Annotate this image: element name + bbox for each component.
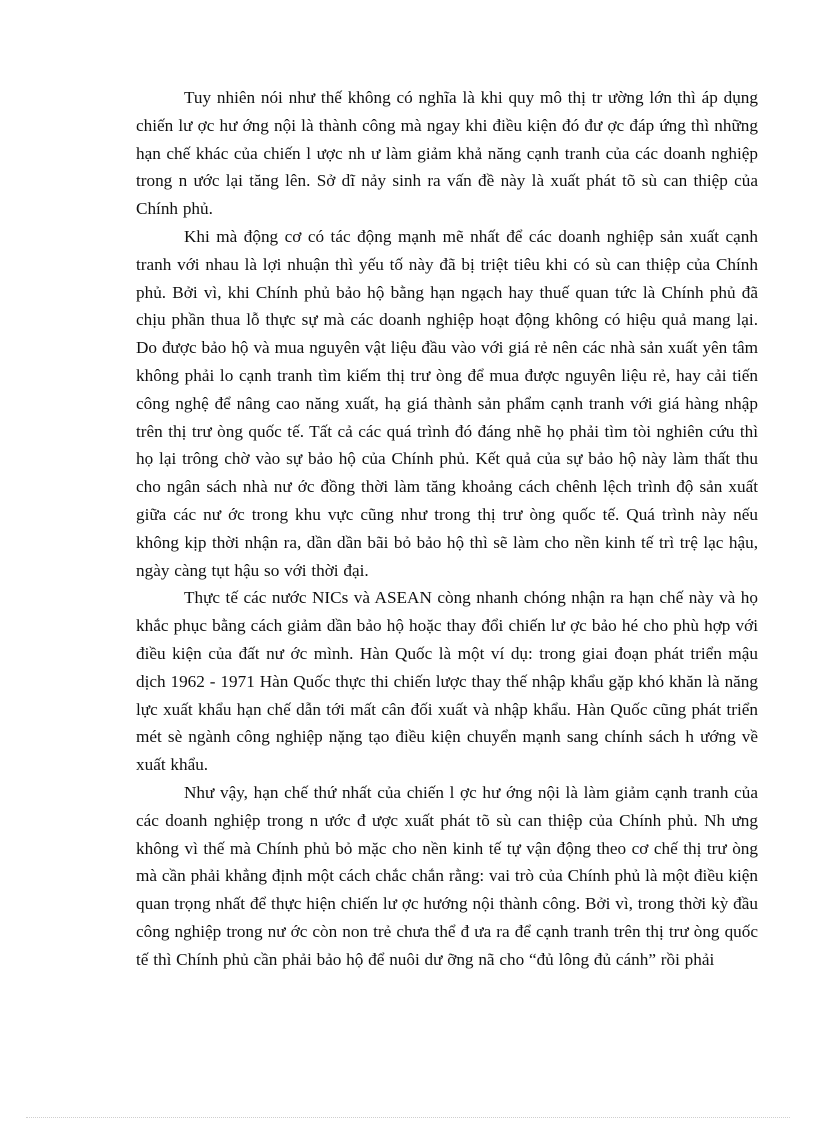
page-bottom-rule [26, 1117, 790, 1118]
document-page [136, 84, 758, 974]
paragraph-1: Tuy nhiên nói như thế không có nghĩa là khi quy mô thị tr ường lớn thì áp dụng chiến lư ợc hư ớng nội là thành công mà ngay khi điều kiện đó đư ợc đáp ứng thì những hạn chế khác của chiến l ược nh ư làm giảm khả năng cạnh tranh của các doanh nghiệp trong n ước lại tăng lên. Sở dĩ nảy sinh ra vấn đề này là xuất phát tõ sù can thiệp của Chính phủ. [136, 88, 758, 219]
paragraph-4: Như vậy, hạn chế thứ nhất của chiến l ợc hư ớng nội là làm giảm cạnh tranh của các doanh nghiệp trong n ước đ ược xuất phát tõ sù can thiệp của Chính phủ. Nh ưng không vì thế mà Chính phủ bỏ mặc cho nền kinh tế tự vận động theo cơ chế thị trư òng mà cần phải khẳng định một cách chắc chắn rằng: vai trò của Chính phủ là một điều kiện quan trọng nhất để thực hiện chiến lư ợc hướng nội thành công. Bởi vì, trong thời kỳ đầu công nghiệp trong nư ớc còn non trẻ chưa thể đ ưa ra để cạnh tranh trên thị trư òng quốc tế thì Chính phủ cần phải bảo hộ để nuôi dư ỡng nã cho “đủ lông đủ cánh” rồi phải [136, 782, 758, 969]
paragraph-3: Thực tế các nước NICs và ASEAN còng nhanh chóng nhận ra hạn chế này và họ khắc phục bằng cách giảm dần bảo hộ hoặc thay đổi chiến lư ợc bảo hé cho phù hợp với điều kiện của đất nư ớc mình. Hàn Quốc là một ví dụ: trong giai đoạn phát triển mậu dịch 1962 - 1971 Hàn Quốc thực thi chiến lược thay thế nhập khẩu gặp khó khăn là năng lực xuất khẩu hạn chế dẫn tới mất cân đối xuất và nhập khẩu. Hàn Quốc cũng phát triển mét sè ngành công nghiệp nặng tạo điều kiện chuyển mạnh sang chính sách h ướng về xuất khẩu. [136, 588, 758, 775]
paragraph-2: Khi mà động cơ có tác động mạnh mẽ nhất để các doanh nghiệp sản xuất cạnh tranh với nhau là lợi nhuận thì yếu tố này đã bị triệt tiêu khi có sù can thiệp của Chính phủ. Bởi vì, khi Chính phủ bảo hộ bằng hạn ngạch hay thuế quan tức là Chính phủ đã chịu phần thua lỗ thực sự mà các doanh nghiệp hoạt động không có hiệu quả mang lại. Do được bảo hộ và mua nguyên vật liệu đầu vào với giá rẻ nên các nhà sản xuất yên tâm không phải lo cạnh tranh tìm kiếm thị trư òng để mua được nguyên liệu rẻ, hay cải tiến công nghệ để nâng cao năng xuất, hạ giá thành sản phẩm cạnh tranh với giá hàng nhập trên thị trư òng quốc tế. Tất cả các quá trình đó đáng nhẽ họ phải tìm tòi nghiên cứu thì họ lại trông chờ vào sự bảo hộ của Chính phủ. Kết quả của sự bảo hộ này làm thất thu cho ngân sách nhà nư ớc đồng thời làm tăng khoảng cách chênh lệch trình độ sản xuất giữa các nư ớc trong khu vực cũng như trong thị trư òng quốc tế. Quá trình này nếu không kịp thời nhận ra, dần dần bãi bỏ bảo hộ thì sẽ làm cho nền kinh tế trì trệ lạc hậu, ngày càng tụt hậu so với thời đại. [136, 226, 758, 580]
